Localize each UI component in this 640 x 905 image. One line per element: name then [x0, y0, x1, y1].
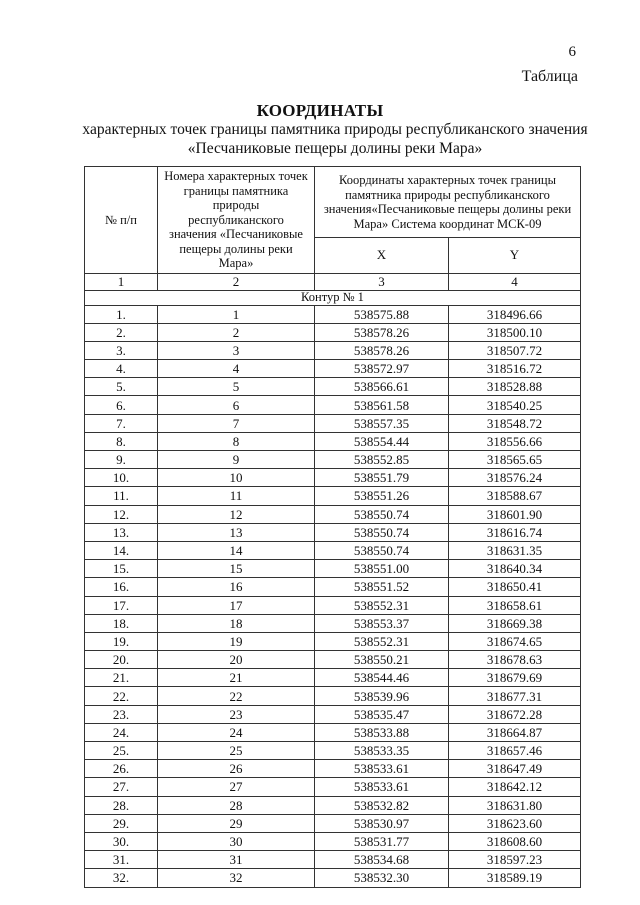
y-coordinate-cell: 318556.66 [449, 432, 581, 450]
table-row [85, 596, 581, 614]
y-coordinate-cell: 318507.72 [449, 341, 581, 359]
y-coordinate-cell: 318631.80 [449, 796, 581, 814]
x-coordinate-cell: 538531.77 [315, 832, 449, 850]
point-number-cell: 32 [158, 869, 315, 887]
point-number-cell: 10 [158, 469, 315, 487]
table-row [85, 760, 581, 778]
point-number-cell: 27 [158, 778, 315, 796]
row-index-cell: 22. [85, 687, 158, 705]
point-number-cell: 21 [158, 669, 315, 687]
x-coordinate-cell: 538539.96 [315, 687, 449, 705]
header-y: Y [449, 238, 581, 274]
point-number-cell: 4 [158, 360, 315, 378]
point-number-cell: 22 [158, 687, 315, 705]
row-index-cell: 13. [85, 523, 158, 541]
y-coordinate-cell: 318658.61 [449, 596, 581, 614]
x-coordinate-cell: 538552.31 [315, 596, 449, 614]
y-coordinate-cell: 318678.63 [449, 651, 581, 669]
table-row [85, 705, 581, 723]
point-number-cell: 28 [158, 796, 315, 814]
y-coordinate-cell: 318608.60 [449, 832, 581, 850]
row-index-cell: 28. [85, 796, 158, 814]
row-index-cell: 15. [85, 560, 158, 578]
table-row [85, 487, 581, 505]
y-coordinate-cell: 318565.65 [449, 451, 581, 469]
x-coordinate-cell: 538550.74 [315, 523, 449, 541]
row-index-cell: 9. [85, 451, 158, 469]
point-number-cell: 6 [158, 396, 315, 414]
table-row [85, 632, 581, 650]
row-index-cell: 21. [85, 669, 158, 687]
row-index-cell: 12. [85, 505, 158, 523]
row-index-cell: 18. [85, 614, 158, 632]
table-row [85, 323, 581, 341]
table-row [85, 778, 581, 796]
point-number-cell: 12 [158, 505, 315, 523]
x-coordinate-cell: 538550.74 [315, 505, 449, 523]
point-number-cell: 18 [158, 614, 315, 632]
point-number-cell: 8 [158, 432, 315, 450]
coordinates-table [84, 166, 581, 888]
x-coordinate-cell: 538551.00 [315, 560, 449, 578]
x-coordinate-cell: 538566.61 [315, 378, 449, 396]
point-number-cell: 19 [158, 632, 315, 650]
x-coordinate-cell: 538561.58 [315, 396, 449, 414]
point-number-cell: 3 [158, 341, 315, 359]
point-number-cell: 5 [158, 378, 315, 396]
y-coordinate-cell: 318669.38 [449, 614, 581, 632]
row-index-cell: 5. [85, 378, 158, 396]
x-coordinate-cell: 538554.44 [315, 432, 449, 450]
point-number-cell: 29 [158, 814, 315, 832]
column-number-4: 4 [449, 273, 581, 290]
document-title: КООРДИНАТЫ [256, 101, 384, 120]
y-coordinate-cell: 318548.72 [449, 414, 581, 432]
y-coordinate-cell: 318647.49 [449, 760, 581, 778]
point-number-cell: 30 [158, 832, 315, 850]
row-index-cell: 26. [85, 760, 158, 778]
point-number-cell: 16 [158, 578, 315, 596]
x-coordinate-cell: 538551.26 [315, 487, 449, 505]
table-row [85, 796, 581, 814]
x-coordinate-cell: 538575.88 [315, 305, 449, 323]
table-row [85, 305, 581, 323]
x-coordinate-cell: 538550.74 [315, 541, 449, 559]
y-coordinate-cell: 318623.60 [449, 814, 581, 832]
row-index-cell: 1. [85, 305, 158, 323]
x-coordinate-cell: 538557.35 [315, 414, 449, 432]
row-index-cell: 20. [85, 651, 158, 669]
point-number-cell: 23 [158, 705, 315, 723]
table-row [85, 396, 581, 414]
point-number-cell: 26 [158, 760, 315, 778]
x-coordinate-cell: 538551.79 [315, 469, 449, 487]
y-coordinate-cell: 318672.28 [449, 705, 581, 723]
column-number-2: 2 [158, 273, 315, 290]
row-index-cell: 32. [85, 869, 158, 887]
table-row [85, 832, 581, 850]
x-coordinate-cell: 538552.85 [315, 451, 449, 469]
row-index-cell: 11. [85, 487, 158, 505]
table-row [85, 669, 581, 687]
y-coordinate-cell: 318642.12 [449, 778, 581, 796]
row-index-cell: 30. [85, 832, 158, 850]
row-index-cell: 8. [85, 432, 158, 450]
table-row [85, 687, 581, 705]
x-coordinate-cell: 538530.97 [315, 814, 449, 832]
point-number-cell: 9 [158, 451, 315, 469]
x-coordinate-cell: 538533.61 [315, 760, 449, 778]
x-coordinate-cell: 538532.30 [315, 869, 449, 887]
row-index-cell: 16. [85, 578, 158, 596]
x-coordinate-cell: 538534.68 [315, 851, 449, 869]
table-row [85, 723, 581, 741]
point-number-cell: 17 [158, 596, 315, 614]
contour-label: Контур № 1 [85, 290, 581, 305]
point-number-cell: 15 [158, 560, 315, 578]
table-row [85, 451, 581, 469]
page-number: 6 [568, 44, 576, 60]
row-index-cell: 7. [85, 414, 158, 432]
y-coordinate-cell: 318528.88 [449, 378, 581, 396]
table-row [85, 578, 581, 596]
table-row [85, 505, 581, 523]
row-index-cell: 31. [85, 851, 158, 869]
x-coordinate-cell: 538553.37 [315, 614, 449, 632]
y-coordinate-cell: 318640.34 [449, 560, 581, 578]
point-number-cell: 1 [158, 305, 315, 323]
y-coordinate-cell: 318589.19 [449, 869, 581, 887]
point-number-cell: 14 [158, 541, 315, 559]
y-coordinate-cell: 318616.74 [449, 523, 581, 541]
table-label: Таблица [521, 68, 578, 85]
row-index-cell: 19. [85, 632, 158, 650]
table-row [85, 432, 581, 450]
y-coordinate-cell: 318516.72 [449, 360, 581, 378]
y-coordinate-cell: 318601.90 [449, 505, 581, 523]
x-coordinate-cell: 538552.31 [315, 632, 449, 650]
y-coordinate-cell: 318679.69 [449, 669, 581, 687]
y-coordinate-cell: 318674.65 [449, 632, 581, 650]
y-coordinate-cell: 318597.23 [449, 851, 581, 869]
table-row [85, 378, 581, 396]
column-number-3: 3 [315, 273, 449, 290]
point-number-cell: 13 [158, 523, 315, 541]
x-coordinate-cell: 538533.88 [315, 723, 449, 741]
point-number-cell: 11 [158, 487, 315, 505]
x-coordinate-cell: 538578.26 [315, 341, 449, 359]
table-row [85, 469, 581, 487]
table-row [85, 869, 581, 887]
point-number-cell: 25 [158, 742, 315, 760]
y-coordinate-cell: 318496.66 [449, 305, 581, 323]
y-coordinate-cell: 318664.87 [449, 723, 581, 741]
header-x: X [315, 238, 449, 274]
table-body [85, 290, 581, 887]
header-row-number: № п/п [85, 167, 158, 274]
row-index-cell: 29. [85, 814, 158, 832]
y-coordinate-cell: 318677.31 [449, 687, 581, 705]
y-coordinate-cell: 318631.35 [449, 541, 581, 559]
row-index-cell: 2. [85, 323, 158, 341]
row-index-cell: 3. [85, 341, 158, 359]
table-header [85, 167, 581, 291]
table-row [85, 851, 581, 869]
row-index-cell: 14. [85, 541, 158, 559]
header-coordinates: Координаты характерных точек границы памятника природы республиканского значения«Песчаниковые пещеры долины реки Мара» Система координат МСК-09 [315, 167, 581, 238]
x-coordinate-cell: 538532.82 [315, 796, 449, 814]
x-coordinate-cell: 538572.97 [315, 360, 449, 378]
x-coordinate-cell: 538533.35 [315, 742, 449, 760]
row-index-cell: 6. [85, 396, 158, 414]
point-number-cell: 20 [158, 651, 315, 669]
table-row [85, 414, 581, 432]
y-coordinate-cell: 318588.67 [449, 487, 581, 505]
row-index-cell: 17. [85, 596, 158, 614]
y-coordinate-cell: 318657.46 [449, 742, 581, 760]
row-index-cell: 4. [85, 360, 158, 378]
point-number-cell: 24 [158, 723, 315, 741]
table-row [85, 614, 581, 632]
table-row [85, 742, 581, 760]
row-index-cell: 10. [85, 469, 158, 487]
y-coordinate-cell: 318650.41 [449, 578, 581, 596]
point-number-cell: 2 [158, 323, 315, 341]
x-coordinate-cell: 538544.46 [315, 669, 449, 687]
point-number-cell: 31 [158, 851, 315, 869]
row-index-cell: 27. [85, 778, 158, 796]
document-subtitle: характерных точек границы памятника природы республиканского значения «Песчаниковые пещеры долины реки Мара» [82, 121, 588, 157]
table-row [85, 523, 581, 541]
table-row [85, 341, 581, 359]
x-coordinate-cell: 538551.52 [315, 578, 449, 596]
table-row [85, 651, 581, 669]
row-index-cell: 23. [85, 705, 158, 723]
y-coordinate-cell: 318576.24 [449, 469, 581, 487]
x-coordinate-cell: 538578.26 [315, 323, 449, 341]
row-index-cell: 24. [85, 723, 158, 741]
x-coordinate-cell: 538533.61 [315, 778, 449, 796]
table-row [85, 360, 581, 378]
row-index-cell: 25. [85, 742, 158, 760]
column-number-1: 1 [85, 273, 158, 290]
y-coordinate-cell: 318500.10 [449, 323, 581, 341]
table-row [85, 560, 581, 578]
point-number-cell: 7 [158, 414, 315, 432]
table-row [85, 814, 581, 832]
table-row [85, 541, 581, 559]
x-coordinate-cell: 538535.47 [315, 705, 449, 723]
y-coordinate-cell: 318540.25 [449, 396, 581, 414]
header-point-number: Номера характерных точек границы памятника природы республиканского значения «Песчаниковые пещеры долины реки Мара» [158, 167, 315, 274]
x-coordinate-cell: 538550.21 [315, 651, 449, 669]
